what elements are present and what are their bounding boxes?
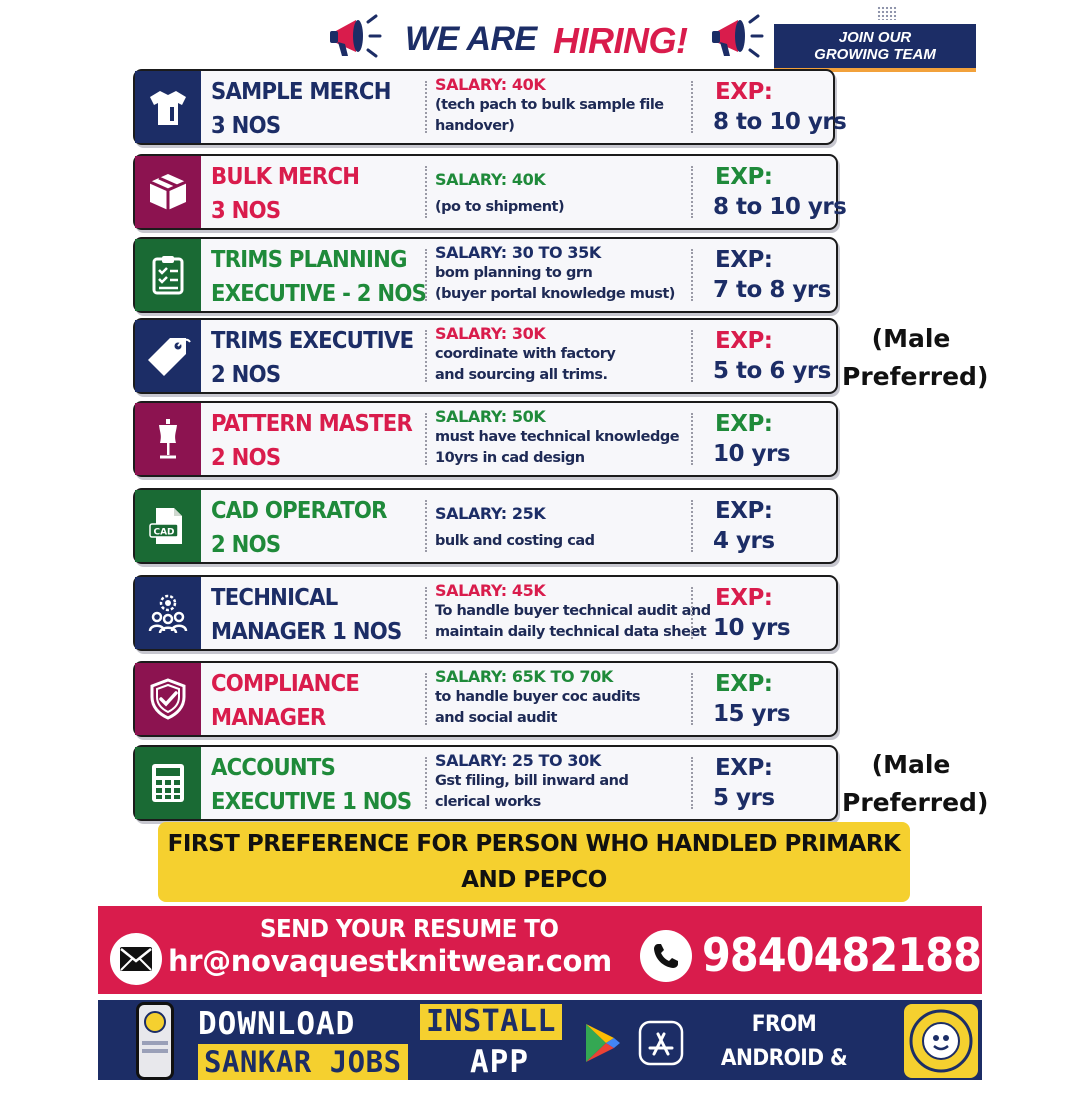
job-exp-label: EXP: bbox=[715, 328, 773, 354]
job-title: TRIMS PLANNING bbox=[211, 247, 407, 273]
job-icon-box bbox=[135, 577, 201, 649]
column-divider bbox=[425, 673, 427, 725]
job-card bbox=[133, 318, 838, 394]
email-link[interactable]: hr@novaquestknitwear.com bbox=[168, 944, 612, 978]
male-note-line-2: Preferred) bbox=[842, 788, 989, 817]
clipboard-icon bbox=[146, 253, 190, 297]
shirt-icon bbox=[146, 85, 190, 129]
job-title: CAD OPERATOR bbox=[211, 498, 387, 524]
job-exp-value: 4 yrs bbox=[713, 528, 775, 554]
shield-check-icon bbox=[146, 677, 190, 721]
male-note-line-2: Preferred) bbox=[842, 362, 989, 391]
cad-file-icon bbox=[146, 504, 190, 548]
job-description-line-2: (buyer portal knowledge must) bbox=[435, 286, 675, 302]
preference-line-1: FIRST PREFERENCE FOR PERSON WHO HANDLED PRIMARK bbox=[167, 831, 901, 857]
job-exp-label: EXP: bbox=[715, 247, 773, 273]
column-divider bbox=[691, 330, 693, 382]
app-store-icon[interactable] bbox=[638, 1020, 684, 1066]
preference-banner bbox=[158, 822, 910, 902]
job-openings: EXECUTIVE - 2 NOS bbox=[211, 281, 427, 307]
column-divider bbox=[691, 81, 693, 133]
job-exp-value: 15 yrs bbox=[713, 701, 791, 727]
column-divider bbox=[691, 587, 693, 639]
job-openings: 2 NOS bbox=[211, 445, 281, 471]
join-line-2: GROWING TEAM bbox=[814, 46, 936, 63]
job-title: ACCOUNTS bbox=[211, 755, 336, 781]
job-description-line-2: handover) bbox=[435, 118, 515, 134]
job-exp-label: EXP: bbox=[715, 79, 773, 105]
column-divider bbox=[425, 330, 427, 382]
column-divider bbox=[425, 249, 427, 301]
job-exp-label: EXP: bbox=[715, 164, 773, 190]
job-salary: SALARY: 40K bbox=[435, 75, 546, 94]
column-divider bbox=[691, 413, 693, 465]
job-card bbox=[133, 154, 847, 230]
column-divider bbox=[425, 81, 427, 133]
job-title: TRIMS EXECUTIVE bbox=[211, 328, 414, 354]
contact-banner bbox=[98, 906, 982, 994]
column-divider bbox=[425, 757, 427, 809]
column-divider bbox=[691, 673, 693, 725]
job-openings: 3 NOS bbox=[211, 198, 281, 224]
job-card bbox=[133, 401, 838, 477]
job-icon-box bbox=[135, 403, 201, 475]
column-divider bbox=[425, 500, 427, 552]
job-openings: EXECUTIVE 1 NOS bbox=[211, 789, 412, 815]
job-description-line-2: and social audit bbox=[435, 710, 557, 726]
install-label: INSTALL bbox=[420, 1004, 562, 1040]
job-description-line-2: maintain daily technical data sheet bbox=[435, 624, 707, 640]
job-title: PATTERN MASTER bbox=[211, 411, 413, 437]
column-divider bbox=[425, 166, 427, 218]
team-gear-icon bbox=[146, 591, 190, 635]
box-icon bbox=[146, 170, 190, 214]
job-title: TECHNICAL bbox=[211, 585, 338, 611]
job-salary: SALARY: 30 TO 35K bbox=[435, 243, 601, 262]
megaphone-icon bbox=[708, 8, 764, 64]
job-exp-label: EXP: bbox=[715, 755, 773, 781]
job-openings: 2 NOS bbox=[211, 532, 281, 558]
app-name-label: SANKAR JOBS bbox=[198, 1044, 408, 1080]
job-exp-value: 7 to 8 yrs bbox=[713, 277, 831, 303]
job-openings: 3 NOS bbox=[211, 113, 281, 139]
preference-line-2: AND PEPCO bbox=[461, 867, 607, 893]
job-icon-box bbox=[135, 320, 201, 392]
job-icon-box bbox=[135, 156, 201, 228]
job-exp-label: EXP: bbox=[715, 585, 773, 611]
job-description-line-1: Gst filing, bill inward and bbox=[435, 773, 629, 789]
job-card bbox=[133, 661, 838, 737]
job-exp-label: EXP: bbox=[715, 671, 773, 697]
phone-mockup-image bbox=[136, 1002, 174, 1080]
job-openings: MANAGER 1 NOS bbox=[211, 619, 402, 645]
column-divider bbox=[691, 249, 693, 301]
job-exp-value: 8 to 10 yrs bbox=[713, 194, 847, 220]
job-description-line-1: bom planning to grn bbox=[435, 265, 593, 281]
job-title: BULK MERCH bbox=[211, 164, 360, 190]
male-note-line-1: (Male bbox=[871, 750, 951, 779]
platforms-label bbox=[701, 1008, 867, 1110]
job-icon-box bbox=[135, 747, 201, 819]
job-card bbox=[133, 575, 838, 651]
job-description-line-1: to handle buyer coc audits bbox=[435, 689, 641, 705]
job-salary: SALARY: 65K TO 70K bbox=[435, 667, 613, 686]
column-divider bbox=[425, 587, 427, 639]
job-description-line-1: must have technical knowledge bbox=[435, 429, 680, 445]
job-icon-box bbox=[135, 239, 201, 311]
job-description-line-2: and sourcing all trims. bbox=[435, 367, 608, 383]
column-divider bbox=[691, 500, 693, 552]
job-salary: SALARY: 45K bbox=[435, 581, 546, 600]
job-description-line-1: bulk and costing cad bbox=[435, 533, 595, 549]
job-card bbox=[133, 488, 838, 564]
megaphone-icon bbox=[326, 8, 382, 64]
phone-icon bbox=[640, 930, 692, 982]
job-description-line-2: 10yrs in cad design bbox=[435, 450, 585, 466]
male-note-line-1: (Male bbox=[871, 324, 951, 353]
headline-hiring: HIRING! bbox=[553, 20, 688, 61]
phone-number-link[interactable]: 9840482188 bbox=[702, 928, 982, 982]
google-play-icon[interactable] bbox=[578, 1020, 624, 1066]
column-divider bbox=[691, 166, 693, 218]
svg-text:CAD: CAD bbox=[153, 527, 175, 538]
job-salary: SALARY: 25 TO 30K bbox=[435, 751, 601, 770]
job-openings: 2 NOS bbox=[211, 362, 281, 388]
job-icon-box bbox=[135, 71, 201, 143]
job-description-line-1: coordinate with factory bbox=[435, 346, 616, 362]
app-download-banner bbox=[98, 1000, 982, 1105]
app-label: APP bbox=[470, 1044, 529, 1080]
job-description-line-1: To handle buyer technical audit and bbox=[435, 603, 711, 619]
sankar-jobs-seal-logo bbox=[904, 1004, 978, 1078]
platforms-line-2: IPHONE bbox=[742, 1080, 826, 1105]
job-description-line-1: (tech pach to bulk sample file bbox=[435, 97, 664, 113]
job-exp-label: EXP: bbox=[715, 411, 773, 437]
job-exp-value: 5 yrs bbox=[713, 785, 775, 811]
job-card bbox=[133, 237, 838, 313]
job-salary: SALARY: 50K bbox=[435, 407, 546, 426]
job-description-line-2: clerical works bbox=[435, 794, 541, 810]
calculator-icon bbox=[146, 761, 190, 805]
job-exp-value: 8 to 10 yrs bbox=[713, 109, 847, 135]
column-divider bbox=[425, 413, 427, 465]
send-resume-label: SEND YOUR RESUME TO bbox=[260, 914, 559, 943]
job-exp-value: 10 yrs bbox=[713, 441, 791, 467]
join-line-1: JOIN OUR bbox=[838, 29, 912, 46]
male-preferred-note bbox=[842, 320, 989, 396]
headline-we-are: WE ARE bbox=[405, 20, 537, 58]
download-label: DOWNLOAD bbox=[198, 1006, 356, 1042]
job-title: COMPLIANCE bbox=[211, 671, 360, 697]
tag-icon bbox=[146, 334, 190, 378]
job-exp-value: 10 yrs bbox=[713, 615, 791, 641]
male-preferred-note bbox=[842, 746, 989, 822]
join-team-badge bbox=[774, 24, 976, 72]
job-icon-box bbox=[135, 663, 201, 735]
job-title: SAMPLE MERCH bbox=[211, 79, 391, 105]
decorative-dots bbox=[877, 6, 897, 20]
job-openings: MANAGER bbox=[211, 705, 326, 731]
job-card bbox=[133, 69, 847, 145]
mail-icon bbox=[110, 933, 162, 985]
job-exp-label: EXP: bbox=[715, 498, 773, 524]
job-icon-box bbox=[135, 490, 201, 562]
platforms-line-1: FROM ANDROID & bbox=[720, 1012, 848, 1071]
job-description-line-1: (po to shipment) bbox=[435, 199, 565, 215]
job-exp-value: 5 to 6 yrs bbox=[713, 358, 831, 384]
column-divider bbox=[691, 757, 693, 809]
mannequin-icon bbox=[146, 417, 190, 461]
job-salary: SALARY: 30K bbox=[435, 324, 546, 343]
job-salary: SALARY: 40K bbox=[435, 170, 546, 189]
job-card bbox=[133, 745, 838, 821]
job-salary: SALARY: 25K bbox=[435, 504, 546, 523]
